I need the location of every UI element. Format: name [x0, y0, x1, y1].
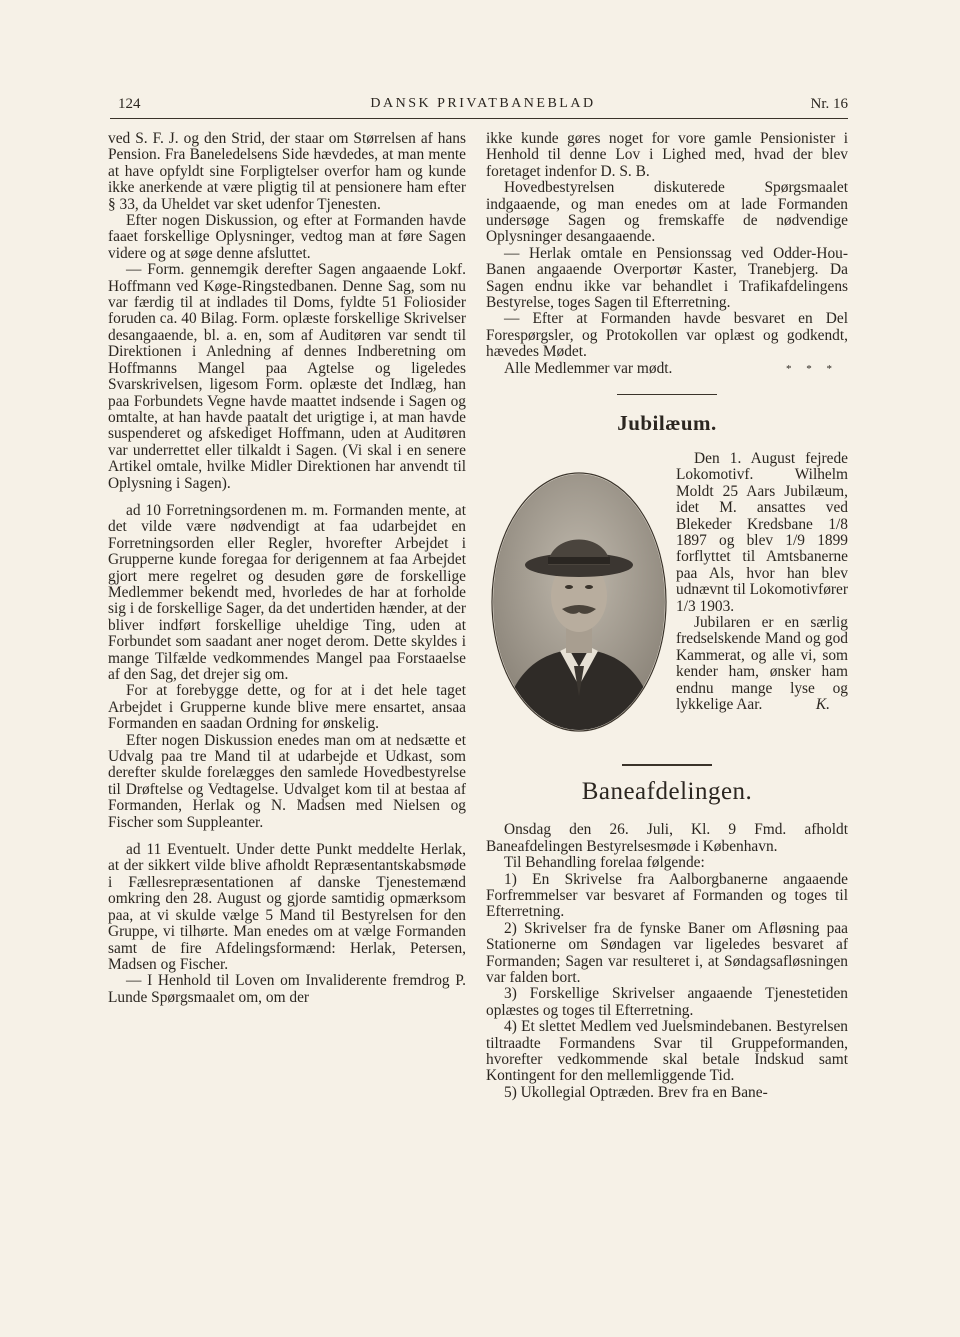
- section-rule: [622, 764, 712, 768]
- paragraph: Efter nogen Diskussion, og efter at Formanden havde faaet forskellige Oplysninger, vedtog man at føre Sagen videre og at søge denne afsluttet.: [108, 212, 466, 262]
- signature: K.: [815, 696, 830, 714]
- paragraph: — I Henhold til Loven om Invaliderente fremdrog P. Lunde Spørgsmaalet om, om der: [108, 972, 466, 1006]
- paragraph: Jubilaren er en særlig fredselskende Mand og god Kammerat, og alle vi, som kender ham, ønsker ham endnu mange lyse og lykkelige Aar.: [676, 613, 848, 713]
- right-column: [486, 131, 848, 1101]
- jubilaeum-text: [676, 451, 848, 714]
- publication-title: DANSK PRIVATBANEBLAD: [370, 96, 596, 111]
- paragraph: — Form. gennemgik derefter Sagen angaaende Lokf. Hoffmann ved Køge-Ringstedbanen. Denne Sag, som nu var færdig til at indlades til Doms, fyldte 51 Foliosider foruden ca. 40 Bilag. Form. oplæste forskellige Skrivelser desangaaende, bl. a. en, som af Auditøren var sendt til Direktionen i Anledning af dennes Indberetning om Hoffmanns Mangel paa Agtelse og ligeledes Svarskrivelsen, ligesom Form. oplæste det Indlæg, han paa Forbundets Vegne havde maattet indsende i Sagen og omtalte, at han havde paatalt det urigtige i, at man havde suspenderet og afskediget Hoffmann, uden at Auditøren var underrettet eller tilkaldt i Sagen. (Vi skal i en senere Artikel omtale, hvilke Midler Direktionen har anvendt til Oplysning i Sagen).: [108, 261, 466, 492]
- jubilaeum-heading: Jubilæum.: [617, 410, 717, 435]
- paragraph: Alle Medlemmer var mødt.: [504, 359, 673, 377]
- paragraph: 4) Et slettet Medlem ved Juelsmindebanen. Bestyrelsen tiltraadte Formandens Svar til Gruppeformanden, hvorefter vedkommende skal betale Indskud samt Kontingent for den mellemliggende Tid.: [486, 1018, 848, 1085]
- paragraph: 3) Forskellige Skrivelser angaaende Tjenestetiden oplæstes og toges til Efterretning.: [486, 985, 848, 1019]
- paragraph: Hovedbestyrelsen diskuterede Spørgsmaalet indgaaende, og man enedes om at lade Formanden undersøge Sagen og fremskaffe de nødvendige Oplysninger desangaaende.: [486, 179, 848, 246]
- paragraph: — Herlak omtale en Pensionssag ved Odder-Hou-Banen angaaende Overportør Kaster, Tranebjerg. Da Sagen endnu ikke var behandlet i Trafikafdelingens Bestyrelse, toges Sagen til Efterretning.: [486, 244, 848, 312]
- portrait-photo: [490, 471, 668, 733]
- header-rule: [110, 118, 848, 119]
- left-column: [108, 131, 466, 1006]
- paragraph: ad 10 Forretningsordenen m. m. Formanden mente, at det vilde være nødvendigt at faa udarbejdet en Forretningsorden eller Regler, hvorefter Arbejdet i Grupperne kunde foregaa for derigennem at faa Arbejdet gjort mere regelret og desuden gøre de forskellige Medlemmer bekendt med, hvorledes de har at forholde sig i de forskellige Sager, da det undertiden hænder, at der bliver indført forskellige uheldige Ting, uden at Forbundet som saadant aner noget derom. Dette skyldes i mange Tilfælde vedkommendes Mangel paa Forstaaelse af den Sag, det drejer sig om.: [108, 501, 466, 683]
- separator-stars: * * *: [786, 363, 838, 376]
- paragraph: 2) Skrivelser fra de fynske Baner om Afløsning paa Stationerne om Søndagen var ligeledes besvaret af Formanden; Sagen var resulteret i, at Søndagsafløsningen var falden bort.: [486, 919, 848, 986]
- paragraph: Til Behandling forelaa følgende:: [504, 854, 705, 872]
- paragraph: Onsdag den 26. Juli, Kl. 9 Fmd. afholdt Baneafdelingen Bestyrelsesmøde i København.: [486, 821, 848, 855]
- section-rule: [617, 394, 717, 395]
- paragraph: ad 11 Eventuelt. Under dette Punkt meddelte Herlak, at der sikkert vilde blive afholdt Repræsentantskabsmøde i Fællesrepræsentationen af danske Tjenestemænd omkring den 28. August og gjorde samtidig opmærksom paa, at vi skulde vælge 5 Mand til Bestyrelsen for den Gruppe, vi tilhørte. Man enedes om at vælge Formanden samt de fire Afdelingsformænd: Herlak, Petersen, Madsen og Fischer.: [108, 841, 466, 973]
- paragraph: Den 1. August fejrede Lokomotivf. Wilhelm Moldt 25 Aars Jubilæum, idet M. ansattes ved Blekeder Kredsbane 1/8 1897 og blev 1/9 1899 forflyttet til Amtsbanerne paa Als, hvor han blev udnævnt til Lokomotivfører 1/3 1903.: [676, 449, 848, 615]
- paragraph: Efter nogen Diskussion enedes man om at nedsætte et Udvalg paa tre Mand til at udarbejde et Udkast, som derefter skulde forelægges den samlede Hovedbestyrelse til Drøftelse og Vedtagelse. Udvalget kom til at bestaa af Formanden, Herlak og N. Madsen med Nielsen og Fischer som Suppleanter.: [108, 731, 466, 831]
- paragraph: 5) Ukollegial Optræden. Brev fra en Bane-: [504, 1083, 768, 1101]
- page-number: 124: [118, 96, 141, 112]
- paragraph: ved S. F. J. og den Strid, der staar om Størrelsen af hans Pension. Fra Baneledelsens Side hævdedes, at man mente at have opfyldt sine Forpligtelser overfor ham og kunde ikke anerkende at være pligtig til at pensionere ham efter § 33, da Uheldet var sket udenfor Tjenesten.: [108, 130, 466, 213]
- page-header: [118, 96, 848, 118]
- issue-number: Nr. 16: [810, 96, 848, 112]
- paragraph: ikke kunde gøres noget for vore gamle Pensionister i Henhold til denne Lov i Lighed med, hvad der blev foretaget indenfor D. S. B.: [486, 130, 848, 180]
- paragraph: For at forebygge dette, og for at i det hele taget Arbejdet i Grupperne kunde blive mere ensartet, ansaa Formanden en saadan Ordning for ønskelig.: [108, 682, 466, 733]
- paragraph: 1) En Skrivelse fra Aalborgbanerne angaaende Forfremmelser var besvaret af Formanden og toges til Efterretning.: [486, 870, 848, 921]
- jubilaeum-section: [486, 451, 848, 754]
- baneafdelingen-heading: Baneafdelingen.: [581, 777, 753, 805]
- paragraph: — Efter at Formanden havde besvaret en Del Forespørgsler, og Protokollen var oplæst og godkendt, hævedes Mødet.: [486, 310, 848, 361]
